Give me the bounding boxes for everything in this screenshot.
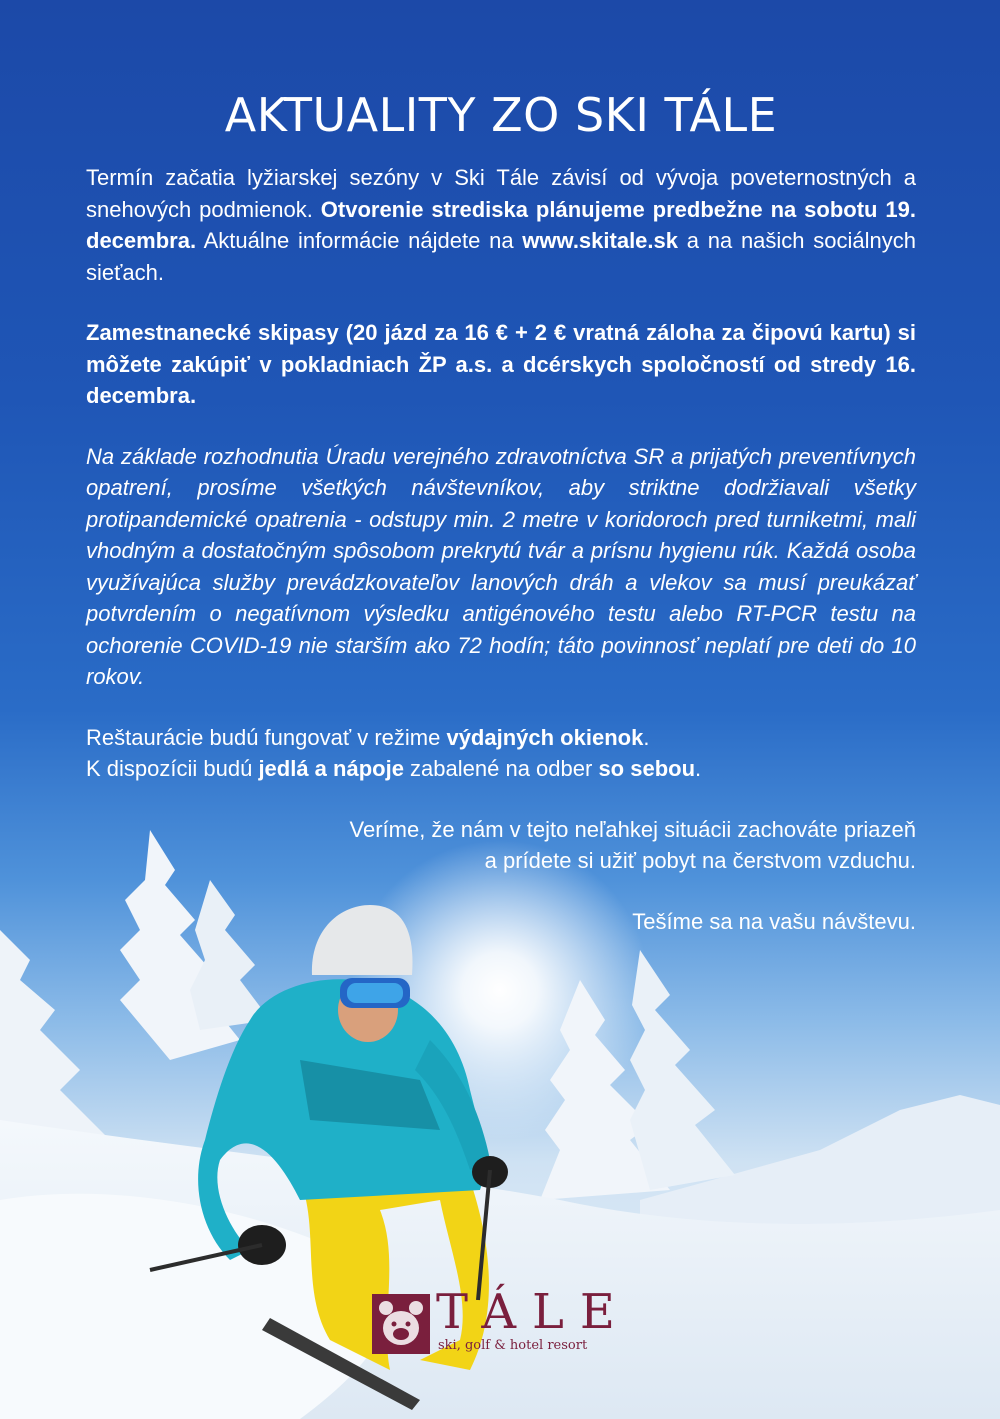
website-text: www.skitale.sk xyxy=(522,228,679,253)
bear-icon xyxy=(372,1294,430,1354)
greeting-text: Tešíme sa na vašu návštevu. xyxy=(632,908,916,934)
logo-tagline: ski, golf & hotel resort xyxy=(438,1338,588,1353)
page-title: AKTUALITY ZO SKI TÁLE xyxy=(224,88,778,142)
tale-logo xyxy=(372,1284,640,1362)
snow-tree-right-2 xyxy=(630,950,735,1190)
skipass-paragraph: Zamestnanecké skipasy (20 jázd za 16 € + 2 € vratná záloha za čipovú kartu) si môžete zakúpiť v pokladniach ŽP a.s. a dcérskych spoločností od stredy 16. decembra. xyxy=(86,320,916,408)
restaurant-paragraph: Reštaurácie budú fungovať v režime výdajných okienok. K dispozícii budú jedlá a nápoje zabalené na odber so sebou. xyxy=(86,724,702,781)
logo-wordmark: TÁLE xyxy=(436,1284,631,1340)
season-paragraph: Termín začatia lyžiarskej sezóny v Ski Tále závisí od vývoja poveternostných a snehových podmienok. Otvorenie strediska plánujeme predbežne na sobotu 19. decembra. Aktuálne informácie nájdete na www.skitale.sk a na našich sociálnych sieťach. xyxy=(86,165,917,285)
covid-measures-paragraph: Na základe rozhodnutia Úradu verejného zdravotníctva SR a prijatých preventívnych opatrení, prosíme všetkých návštevníkov, aby striktne dodržiavali všetky protipandemické opatrenia - odstupy min. 2 metre v koridoroch pred turniketmi, mali vhodným a dostatočným spôsobom prekrytú tvár a prísnu hygienu rúk. Každá osoba využívajúca služby prevádzkovateľov lanových dráh a vlekov sa musí preukázať potvrdením o negatívnom výsledku antigénového testu alebo RT-PCR testu na ochorenie COVID-19 nie starším ako 72 hodín; táto povinnosť neplatí pre deti do 10 rokov. xyxy=(86,443,916,689)
content xyxy=(86,88,916,966)
closing-paragraph: Veríme, že nám v tejto neľahkej situácii zachováte priazeň a prídete si užiť pobyt na čerstvom vzduchu. xyxy=(349,816,916,873)
